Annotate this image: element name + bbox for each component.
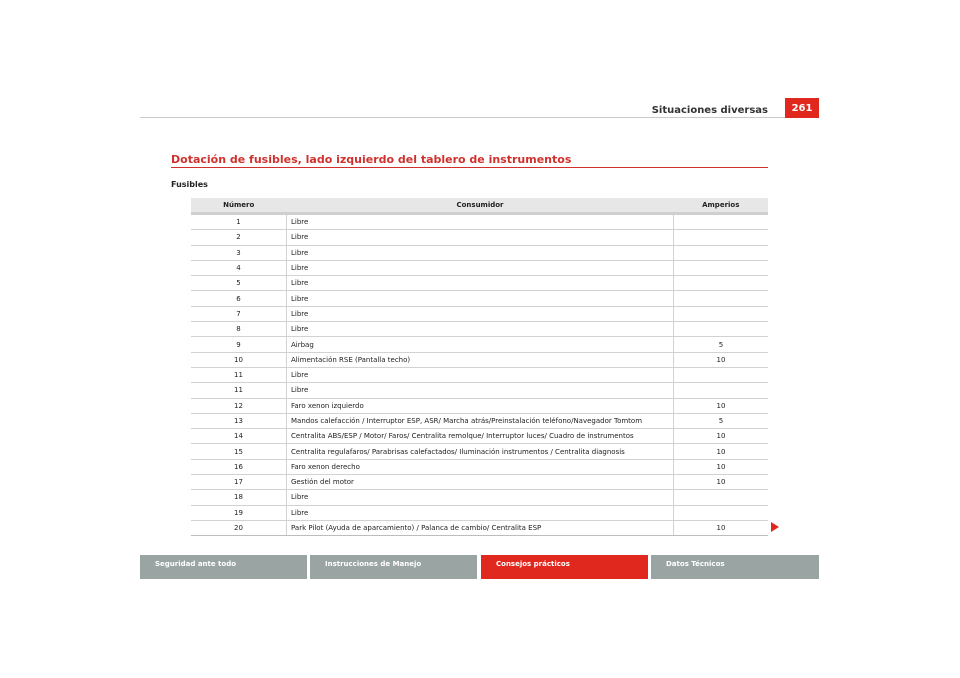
table-row (191, 306, 768, 321)
consumer-cell: Centralita regulafaros/ Parabrisas calefactados/ Iluminación instrumentos / Centralita diagnosis (287, 444, 674, 459)
amperes-cell: 10 (674, 398, 769, 413)
table-row (191, 429, 768, 444)
table-row (191, 459, 768, 474)
amperes-cell: 10 (674, 520, 769, 535)
table-row (191, 214, 768, 230)
amperes-cell: 10 (674, 429, 769, 444)
fuse-number-cell: 19 (191, 505, 287, 520)
table-row (191, 276, 768, 291)
section-rule (171, 167, 768, 168)
amperes-cell (674, 367, 769, 382)
amperes-cell (674, 214, 769, 230)
table-row (191, 444, 768, 459)
continue-arrow-icon (771, 522, 779, 532)
fuse-number-cell: 20 (191, 520, 287, 535)
fuse-number-cell: 11 (191, 383, 287, 398)
footer-tab-datos[interactable] (651, 555, 819, 579)
consumer-cell: Libre (287, 291, 674, 306)
column-header-amperes: Amperios (674, 198, 769, 214)
amperes-cell: 10 (674, 459, 769, 474)
footer-tab-label: Instrucciones de Manejo (325, 560, 422, 568)
header-rule (140, 117, 819, 118)
amperes-cell (674, 291, 769, 306)
consumer-cell: Libre (287, 260, 674, 275)
fuse-number-cell: 11 (191, 367, 287, 382)
table-row (191, 520, 768, 535)
consumer-cell: Airbag (287, 337, 674, 352)
amperes-cell: 10 (674, 475, 769, 490)
fuse-number-cell: 3 (191, 245, 287, 260)
fuse-number-cell: 9 (191, 337, 287, 352)
amperes-cell (674, 322, 769, 337)
footer-tab-consejos[interactable] (481, 555, 648, 579)
table-row (191, 490, 768, 505)
fuse-number-cell: 14 (191, 429, 287, 444)
amperes-cell (674, 505, 769, 520)
consumer-cell: Libre (287, 276, 674, 291)
table-row (191, 291, 768, 306)
amperes-cell: 10 (674, 352, 769, 367)
consumer-cell: Centralita ABS/ESP / Motor/ Faros/ Centralita remolque/ Interruptor luces/ Cuadro de instrumentos (287, 429, 674, 444)
footer-tab-instrucciones[interactable] (310, 555, 477, 579)
footer-tab-label: Consejos prácticos (496, 560, 570, 568)
footer-tab-seguridad[interactable] (140, 555, 307, 579)
fuse-number-cell: 4 (191, 260, 287, 275)
fuse-number-cell: 5 (191, 276, 287, 291)
amperes-cell (674, 383, 769, 398)
amperes-cell: 5 (674, 337, 769, 352)
amperes-cell: 5 (674, 413, 769, 428)
table-row (191, 245, 768, 260)
fuse-number-cell: 8 (191, 322, 287, 337)
table-caption: Fusibles (171, 180, 208, 189)
fuse-number-cell: 16 (191, 459, 287, 474)
table-row (191, 475, 768, 490)
fuse-number-cell: 13 (191, 413, 287, 428)
consumer-cell: Faro xenon derecho (287, 459, 674, 474)
fuse-table (191, 198, 768, 536)
table-row (191, 352, 768, 367)
fuse-number-cell: 17 (191, 475, 287, 490)
consumer-cell: Libre (287, 383, 674, 398)
table-header-row (191, 198, 768, 214)
consumer-cell: Libre (287, 322, 674, 337)
amperes-cell (674, 260, 769, 275)
fuse-number-cell: 6 (191, 291, 287, 306)
consumer-cell: Park Pilot (Ayuda de aparcamiento) / Palanca de cambio/ Centralita ESP (287, 520, 674, 535)
consumer-cell: Libre (287, 306, 674, 321)
consumer-cell: Libre (287, 367, 674, 382)
fuse-number-cell: 7 (191, 306, 287, 321)
fuse-number-cell: 12 (191, 398, 287, 413)
amperes-cell (674, 490, 769, 505)
consumer-cell: Libre (287, 214, 674, 230)
table-row (191, 260, 768, 275)
fuse-number-cell: 10 (191, 352, 287, 367)
table-row (191, 505, 768, 520)
consumer-cell: Libre (287, 505, 674, 520)
consumer-cell: Libre (287, 490, 674, 505)
table-row (191, 383, 768, 398)
amperes-cell (674, 230, 769, 245)
section-title: Dotación de fusibles, lado izquierdo del tablero de instrumentos (171, 153, 572, 166)
table-row (191, 398, 768, 413)
column-header-consumer: Consumidor (287, 198, 674, 214)
fuse-number-cell: 15 (191, 444, 287, 459)
table-row (191, 322, 768, 337)
consumer-cell: Alimentación RSE (Pantalla techo) (287, 352, 674, 367)
fuse-number-cell: 1 (191, 214, 287, 230)
amperes-cell (674, 276, 769, 291)
amperes-cell (674, 306, 769, 321)
column-header-number: Número (191, 198, 287, 214)
fuse-number-cell: 18 (191, 490, 287, 505)
table-row (191, 337, 768, 352)
amperes-cell (674, 245, 769, 260)
page-number: 261 (785, 98, 819, 118)
table-row (191, 230, 768, 245)
footer-tab-label: Datos Técnicos (666, 560, 725, 568)
table-row (191, 413, 768, 428)
fuse-number-cell: 2 (191, 230, 287, 245)
consumer-cell: Libre (287, 230, 674, 245)
chapter-title: Situaciones diversas (651, 105, 768, 116)
table-row (191, 367, 768, 382)
consumer-cell: Faro xenon izquierdo (287, 398, 674, 413)
consumer-cell: Gestión del motor (287, 475, 674, 490)
consumer-cell: Libre (287, 245, 674, 260)
consumer-cell: Mandos calefacción / Interruptor ESP, ASR/ Marcha atrás/Preinstalación teléfono/Navegador Tomtom (287, 413, 674, 428)
footer-tab-label: Seguridad ante todo (155, 560, 237, 568)
amperes-cell: 10 (674, 444, 769, 459)
